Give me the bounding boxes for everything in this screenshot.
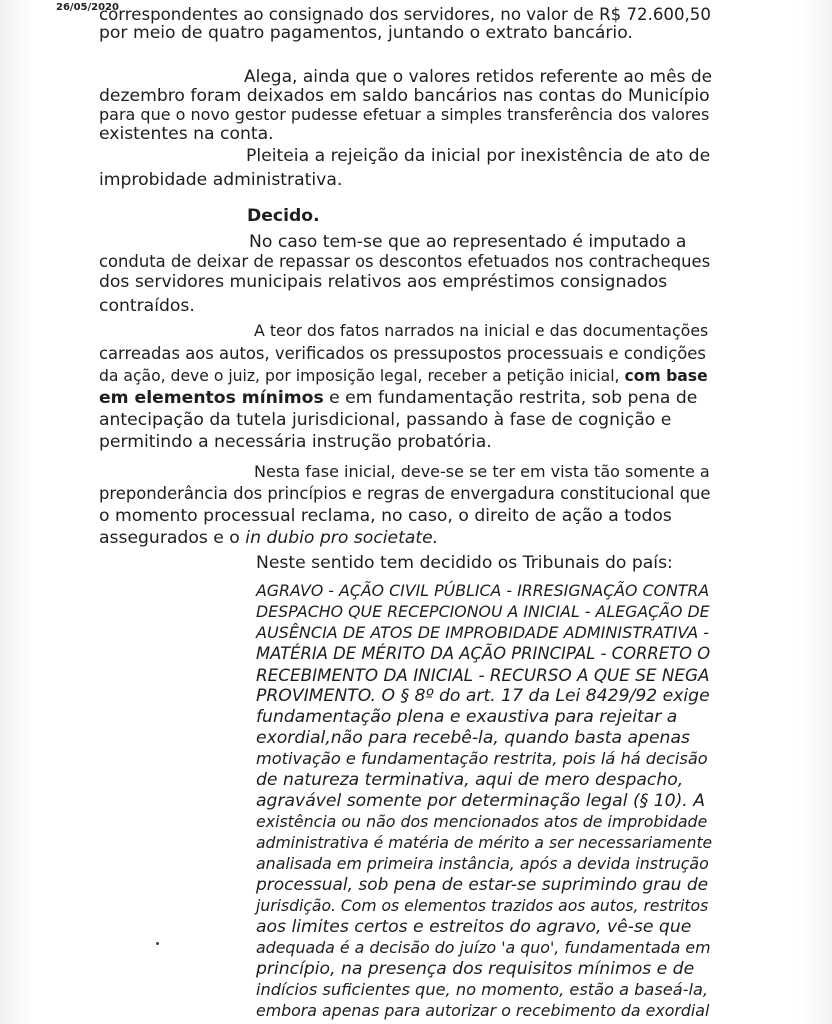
paragraph-line: No caso tem-se que ao representado é imputado a	[249, 232, 687, 252]
paragraph-line: antecipação da tutela jurisdicional, passando à fase de cognição e	[99, 410, 672, 430]
italic-text-run: in dubio pro societate.	[245, 528, 439, 548]
paragraph-line: por meio de quatro pagamentos, juntando o extrato bancário.	[99, 23, 633, 43]
paragraph-line: o momento processual reclama, no caso, o direito de ação a todos	[99, 506, 672, 526]
quote-line: exordial,não para recebê-la, quando basta apenas	[256, 728, 690, 748]
quote-line: analisada em primeira instância, após a devida instrução	[256, 854, 709, 873]
quote-line: AUSÊNCIA DE ATOS DE IMPROBIDADE ADMINISTRATIVA -	[256, 623, 710, 642]
quote-line: administrativa é matéria de mérito a ser necessariamente	[256, 834, 713, 852]
paragraph-line: existentes na conta.	[99, 124, 274, 144]
paragraph-line: carreadas aos autos, verificados os pressupostos processuais e condições	[99, 344, 706, 363]
paragraph-line: Neste sentido tem decidido os Tribunais do país:	[256, 553, 673, 573]
paragraph-line: dos servidores municipais relativos aos empréstimos consignados	[99, 272, 668, 292]
quote-line: aos limites certos e estreitos do agravo, vê-se que	[256, 917, 692, 937]
quote-line: existência ou não dos mencionados atos de improbidade	[256, 812, 708, 831]
paragraph-line	[99, 366, 708, 386]
paragraph-line: para que o novo gestor pudesse efetuar a simples transferência dos valores	[99, 105, 710, 124]
quote-line: processual, sob pena de estar-se suprimindo grau de	[256, 875, 709, 895]
paragraph-line: Pleiteia a rejeição da inicial por inexistência de ato de	[246, 146, 711, 166]
quote-line: jurisdição. Com os elementos trazidos aos autos, restritos	[256, 897, 709, 915]
bold-text-run: com base	[624, 367, 708, 385]
paragraph-line	[99, 528, 438, 548]
paragraph-line: A teor dos fatos narrados na inicial e das documentações	[254, 321, 709, 340]
paragraph-line	[99, 5, 710, 25]
date-stamp: 26/05/2020	[56, 2, 119, 13]
text-run: assegurados e o	[99, 528, 240, 548]
quote-line: PROVIMENTO. O § 8º do art. 17 da Lei 8429/92 exige	[256, 686, 710, 706]
quote-line: RECEBIMENTO DA INICIAL - RECURSO A QUE SE NEGA	[256, 665, 710, 685]
text-run: da ação, deve o juiz, por imposição legal, receber a petição inicial,	[99, 367, 620, 385]
quote-line: de natureza terminativa, aqui de mero despacho,	[256, 770, 684, 790]
paragraph-line: conduta de deixar de repassar os descontos efetuados nos contracheques	[99, 252, 711, 271]
bold-text-run: em elementos mínimos	[99, 388, 324, 408]
quote-line: MATÉRIA DE MÉRITO DA AÇÃO PRINCIPAL - CORRETO O	[256, 644, 711, 663]
section-heading: Decido.	[247, 206, 320, 226]
paragraph-line: dezembro foram deixados em saldo bancários nas contas do Município	[99, 86, 710, 106]
paragraph-line: Alega, ainda que o valores retidos referente ao mês de	[244, 67, 713, 87]
quote-line: adequada é a decisão do juízo 'a quo', fundamentada em	[256, 938, 711, 957]
quote-line: indícios suficientes que, no momento, estão a baseá-la,	[256, 980, 709, 999]
margin-mark	[156, 942, 159, 945]
paragraph-line: permitindo a necessária instrução probatória.	[99, 432, 492, 452]
paragraph-line: preponderância dos princípios e regras de envergadura constitucional que	[99, 484, 711, 503]
paragraph-line: contraídos.	[99, 296, 195, 316]
quote-line: embora apenas para autorizar o recebimento da exordial	[256, 1001, 710, 1020]
quote-line: motivação e fundamentação restrita, pois lá há decisão	[256, 749, 708, 768]
quote-line: AGRAVO - AÇÃO CIVIL PÚBLICA - IRRESIGNAÇÃO CONTRA	[256, 581, 710, 600]
paragraph-line	[99, 388, 697, 408]
text-run: e em fundamentação restrita, sob pena de	[329, 388, 698, 408]
quote-line: princípio, na presença dos requisitos mínimos e de	[256, 959, 695, 979]
quote-line: fundamentação plena e exaustiva para rejeitar a	[256, 707, 678, 727]
paragraph-line: Nesta fase inicial, deve-se se ter em vista tão somente a	[254, 462, 710, 481]
text-run: correspondentes ao consignado dos servidores, no valor de R$ 72.600,50	[99, 5, 711, 24]
quote-line: agravável somente por determinação legal (§ 10). A	[256, 791, 705, 811]
quote-line: DESPACHO QUE RECEPCIONOU A INICIAL - ALEGAÇÃO DE	[256, 602, 710, 621]
paragraph-line: improbidade administrativa.	[99, 170, 343, 190]
